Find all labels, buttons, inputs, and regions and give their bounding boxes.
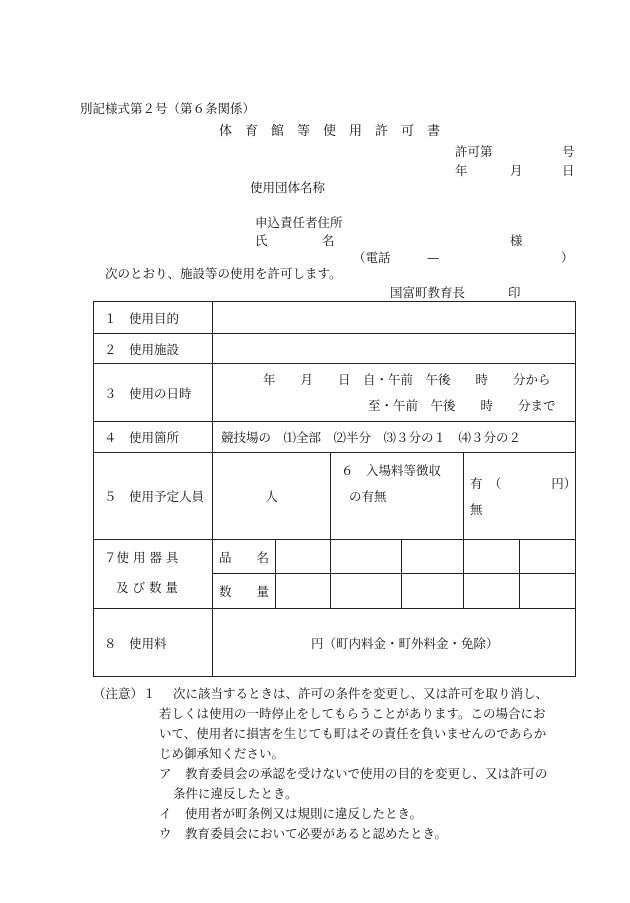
datetime-value [213, 364, 576, 422]
equipment-qty-cell-3 [402, 574, 464, 609]
form-number: 別記様式第２号（第６条関係） [80, 101, 256, 116]
honorific: 様 [510, 233, 523, 248]
admission-fee-label [331, 453, 464, 540]
admission-fee-value [464, 453, 576, 540]
equipment-label-2: 及 び 数 量 [116, 580, 178, 595]
note-a-text-1: 教育委員会の承認を受けないで使用の目的を変更し、又は許可の [185, 766, 548, 781]
fee-value: 円（町内料金・町外料金・免除） [213, 609, 576, 677]
attendance-label: ５ 使用予定人員 [94, 453, 213, 540]
row-purpose [94, 302, 576, 334]
equipment-item-cell-5 [520, 540, 576, 574]
notes-line-3: いて、使用者に損害を生じても町はその責任を負いませんのであらか [159, 726, 547, 741]
notes-heading: （注意）１ [93, 686, 156, 701]
equipment-item-cell-3 [402, 540, 464, 574]
row-facility [94, 334, 576, 364]
note-a-mark: ア [159, 766, 172, 781]
equipment-item-cell-4 [464, 540, 520, 574]
equipment-qty-cell-5 [520, 574, 576, 609]
permit-number-suffix: 号 [562, 144, 575, 159]
phone-dash: — [427, 250, 440, 265]
notes-line-4: じめ御承知ください。 [159, 746, 285, 761]
attendance-unit: 人 [213, 453, 331, 540]
row-location [94, 422, 576, 453]
issuer-seal: 印 [508, 285, 521, 300]
equipment-qty-cell-2 [331, 574, 402, 609]
facility-label: ２ 使用施設 [94, 334, 213, 364]
applicant-address-label: 申込責任者住所 [255, 215, 343, 230]
equipment-qty-cell-4 [464, 574, 520, 609]
note-a-text-2: 条件に違反したとき。 [173, 786, 298, 801]
row-fee [94, 609, 576, 677]
equipment-item-label: 品 名 [213, 540, 276, 574]
admission-fee-label-1: ６ 入場料等徴収 [341, 463, 442, 478]
org-name-label: 使用団体名称 [250, 180, 326, 195]
admission-fee-no: 無 [470, 502, 483, 517]
note-i-text: 使用者が町条例又は規則に違反したとき。 [185, 806, 423, 821]
note-i-mark: イ [159, 806, 172, 821]
equipment-item-cell-1 [276, 540, 331, 574]
permit-statement: 次のとおり、施設等の使用を許可します。 [105, 266, 342, 281]
applicant-name-label-2: 名 [322, 233, 335, 248]
equipment-label [94, 540, 213, 609]
row-datetime [94, 364, 576, 422]
phone-open: （電話 [353, 250, 391, 265]
datetime-from: 年 月 日 自・午前 午後 時 分から [263, 372, 551, 387]
note-u-text: 教育委員会において必要があると認めたとき。 [185, 826, 448, 841]
document-title: 体 育 館 等 使 用 許 可 書 [219, 124, 441, 139]
location-value: 競技場の ⑴全部 ⑵半分 ⑶３分の１ ⑷３分の２ [213, 422, 576, 453]
equipment-label-1: ７使 用 器 具 [104, 550, 179, 565]
note-u-mark: ウ [159, 826, 172, 841]
equipment-qty-label: 数 量 [213, 574, 276, 609]
permit-form-table [93, 301, 576, 677]
date-day: 日 [562, 163, 575, 178]
facility-value [213, 334, 576, 364]
permit-number-prefix: 許可第 [455, 144, 493, 159]
datetime-to: 至・午前 午後 時 分まで [368, 398, 556, 413]
issuer-name: 国富町教育長 [390, 285, 466, 300]
admission-fee-label-2: の有無 [349, 489, 387, 504]
admission-fee-yes: 有 （ 円） [470, 476, 577, 491]
purpose-label: １ 使用目的 [94, 302, 213, 334]
datetime-label: ３ 使用の日時 [94, 364, 213, 422]
purpose-value [213, 302, 576, 334]
equipment-item-cell-2 [331, 540, 402, 574]
row-attendance [94, 453, 576, 540]
fee-label: ８ 使用料 [94, 609, 213, 677]
row-equipment-item [94, 540, 576, 574]
equipment-qty-cell-1 [276, 574, 331, 609]
notes-section [93, 684, 583, 844]
date-month: 月 [510, 163, 523, 178]
phone-close: ） [561, 250, 574, 265]
notes-line-2: 若しくは使用の一時停止をしてもらうことがあります。この場合にお [159, 706, 546, 721]
applicant-name-label-1: 氏 [255, 233, 268, 248]
date-year: 年 [455, 163, 468, 178]
location-label: ４ 使用箇所 [94, 422, 213, 453]
notes-line-1: 次に該当するときは、許可の条件を変更し、又は許可を取り消し、 [173, 686, 549, 701]
